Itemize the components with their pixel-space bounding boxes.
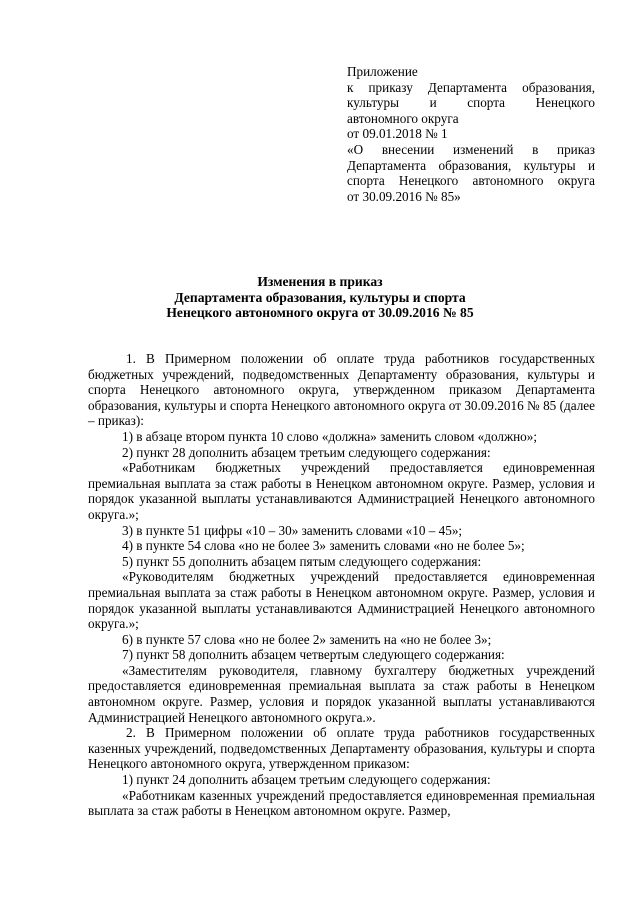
paragraph: 1) пункт 24 дополнить абзацем третьим следующего содержания: bbox=[122, 772, 491, 788]
paragraph: 5) пункт 55 дополнить абзацем пятым следующего содержания: bbox=[122, 553, 482, 569]
appendix-line: от 09.01.2018 № 1 bbox=[347, 126, 448, 142]
title-line: Изменения в приказ bbox=[257, 274, 383, 289]
appendix-block bbox=[347, 64, 595, 204]
appendix-line: Приложение bbox=[347, 64, 418, 79]
paragraph: 2. В Примерном положении об оплате труда работников государственных казенных учреждений, подведомственных Департаменту образования, культуры и спорта Ненецкого автономного округа, утвержденном приказом: bbox=[88, 725, 595, 772]
paragraph: «Заместителям руководителя, главному бухгалтеру бюджетных учреждений предоставляется единовременная премиальная выплата за стаж работы в Ненецком автономном округе. Размер, условия и порядок указанной выплаты устанавливаются Администрацией Ненецкого автономного округа.». bbox=[88, 662, 595, 725]
appendix-line: «О внесении изменений в приказ bbox=[347, 141, 595, 157]
appendix-line: от 30.09.2016 № 85» bbox=[347, 188, 461, 204]
appendix-line: к приказу Департамента образования, bbox=[347, 79, 595, 95]
paragraph: 4) в пункте 54 слова «но не более 3» заменить словами «но не более 5»; bbox=[122, 538, 525, 554]
title-line: Ненецкого автономного округа от 30.09.2016 № 85 bbox=[166, 305, 474, 321]
document-body bbox=[88, 351, 595, 819]
paragraph: «Работникам казенных учреждений предоставляется единовременная премиальная выплата за стаж работы в Ненецком автономном округе. Размер, bbox=[88, 787, 595, 819]
document-title bbox=[0, 274, 640, 321]
title-line: Департамента образования, культуры и спорта bbox=[174, 289, 466, 305]
appendix-line: культуры и спорта Ненецкого bbox=[347, 95, 595, 111]
paragraph: 7) пункт 58 дополнить абзацем четвертым следующего содержания: bbox=[122, 647, 505, 663]
paragraph: «Работникам бюджетных учреждений предоставляется единовременная премиальная выплата за стаж работы в Ненецком автономном округе. Размер, условия и порядок указанной выплаты устанавливаются Администрацией Ненецкого автономного округа.»; bbox=[88, 460, 595, 522]
paragraph: 6) в пункте 57 слова «но не более 2» заменить на «но не более 3»; bbox=[122, 631, 492, 647]
appendix-line: Департамента образования, культуры и bbox=[347, 157, 595, 173]
paragraph: 1. В Примерном положении об оплате труда работников государственных бюджетных учреждений, подведомственных Департаменту образования, культуры и спорта Ненецкого автономного округа, утвержденном приказом Департамента образования, культуры и спорта Ненецкого автономного округа от 30.09.2016 № 85 (далее – приказ): bbox=[88, 351, 595, 429]
paragraph: 2) пункт 28 дополнить абзацем третьим следующего содержания: bbox=[122, 444, 491, 460]
paragraph: 3) в пункте 51 цифры «10 – 30» заменить словами «10 – 45»; bbox=[122, 522, 463, 538]
paragraph: 1) в абзаце втором пункта 10 слово «должна» заменить словом «должно»; bbox=[122, 428, 537, 444]
paragraph: «Руководителям бюджетных учреждений предоставляется единовременная премиальная выплата за стаж работы в Ненецком автономном округе. Размер, условия и порядок указанной выплаты устанавливаются Администрацией Ненецкого автономного округа.»; bbox=[88, 569, 595, 632]
appendix-line: автономного округа bbox=[347, 110, 459, 126]
appendix-line: спорта Ненецкого автономного округа bbox=[347, 173, 595, 189]
